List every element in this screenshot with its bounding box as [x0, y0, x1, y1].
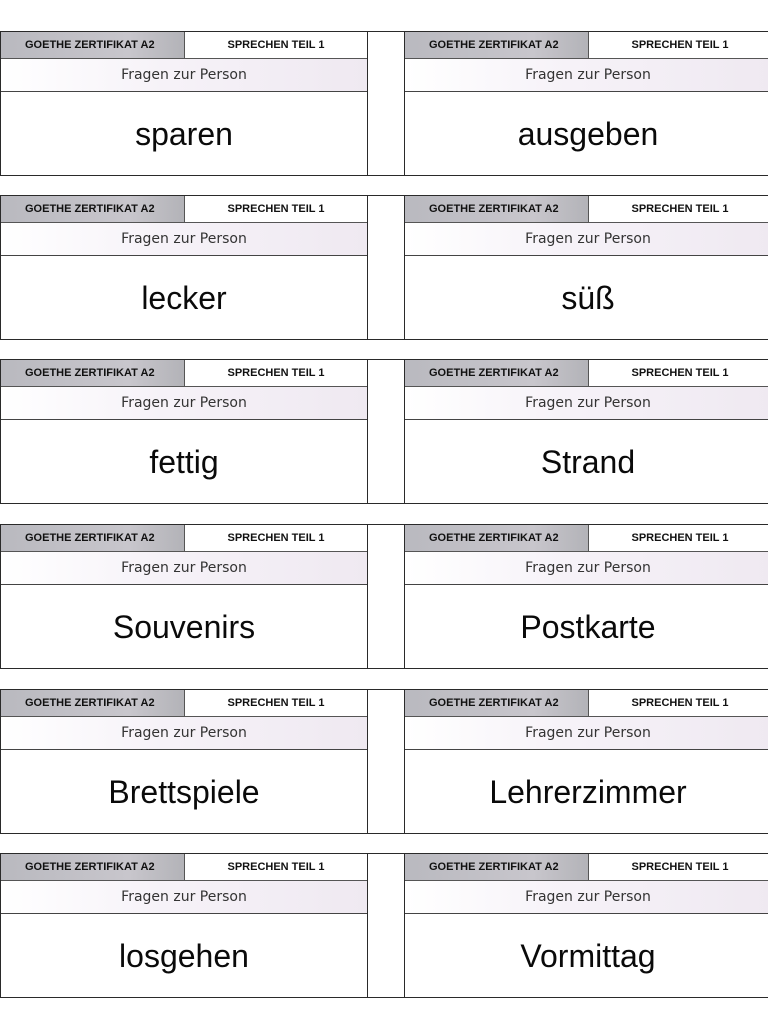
- part-label: SPRECHEN TEIL 1: [227, 203, 325, 215]
- word-card: [404, 359, 768, 504]
- card-word: lecker: [141, 280, 227, 316]
- topic-label: Fragen zur Person: [1, 717, 367, 750]
- part-label: SPRECHEN TEIL 1: [227, 39, 325, 51]
- topic-label: Fragen zur Person: [1, 387, 367, 420]
- topic-label: Fragen zur Person: [405, 717, 768, 750]
- card-word: losgehen: [119, 938, 249, 974]
- card-header: [1, 32, 367, 59]
- card-header: [405, 690, 768, 717]
- topic-label: Fragen zur Person: [405, 881, 768, 914]
- topic-label: Fragen zur Person: [405, 387, 768, 420]
- exam-label: GOETHE ZERTIFIKAT A2: [1, 360, 185, 386]
- card-word: Souvenirs: [112, 609, 256, 645]
- part-label: SPRECHEN TEIL 1: [631, 39, 729, 51]
- word-card: [0, 195, 368, 340]
- exam-label: GOETHE ZERTIFIKAT A2: [405, 32, 589, 58]
- card-gap: [368, 524, 404, 669]
- topic-label: Fragen zur Person: [405, 223, 768, 256]
- card-gap: [368, 853, 404, 998]
- card-header: [405, 360, 768, 387]
- card-header: [1, 360, 367, 387]
- card-word: ausgeben: [517, 116, 659, 152]
- card-header: [1, 690, 367, 717]
- card-word: Postkarte: [520, 609, 656, 645]
- part-label: SPRECHEN TEIL 1: [631, 697, 729, 709]
- card-header: [405, 32, 768, 59]
- part-label: SPRECHEN TEIL 1: [227, 367, 325, 379]
- exam-label: GOETHE ZERTIFIKAT A2: [1, 525, 185, 551]
- word-card: [404, 853, 768, 998]
- card-header: [405, 525, 768, 552]
- card-gap: [368, 689, 404, 834]
- topic-label: Fragen zur Person: [405, 59, 768, 92]
- card-word: sparen: [135, 116, 233, 152]
- topic-label: Fragen zur Person: [1, 223, 367, 256]
- word-card: [404, 195, 768, 340]
- topic-label: Fragen zur Person: [1, 59, 367, 92]
- word-card: [0, 689, 368, 834]
- card-gap: [368, 31, 404, 176]
- word-card: [0, 853, 368, 998]
- exam-label: GOETHE ZERTIFIKAT A2: [1, 854, 185, 880]
- part-label: SPRECHEN TEIL 1: [631, 861, 729, 873]
- part-label: SPRECHEN TEIL 1: [227, 697, 325, 709]
- card-word: fettig: [149, 444, 219, 480]
- card-header: [1, 196, 367, 223]
- exam-label: GOETHE ZERTIFIKAT A2: [1, 32, 185, 58]
- word-card: [404, 689, 768, 834]
- topic-label: Fragen zur Person: [1, 881, 367, 914]
- card-header: [405, 854, 768, 881]
- card-word: Vormittag: [520, 938, 656, 974]
- card-word: Strand: [540, 444, 636, 480]
- card-header: [1, 854, 367, 881]
- word-card: [404, 31, 768, 176]
- topic-label: Fragen zur Person: [1, 552, 367, 585]
- word-card: [0, 359, 368, 504]
- exam-label: GOETHE ZERTIFIKAT A2: [1, 690, 185, 716]
- part-label: SPRECHEN TEIL 1: [631, 367, 729, 379]
- topic-label: Fragen zur Person: [405, 552, 768, 585]
- card-header: [405, 196, 768, 223]
- card-word: süß: [561, 280, 615, 316]
- exam-label: GOETHE ZERTIFIKAT A2: [405, 525, 589, 551]
- exam-label: GOETHE ZERTIFIKAT A2: [405, 690, 589, 716]
- word-card: [404, 524, 768, 669]
- word-card: [0, 524, 368, 669]
- card-gap: [368, 195, 404, 340]
- part-label: SPRECHEN TEIL 1: [227, 532, 325, 544]
- part-label: SPRECHEN TEIL 1: [631, 203, 729, 215]
- exam-label: GOETHE ZERTIFIKAT A2: [405, 854, 589, 880]
- card-gap: [368, 359, 404, 504]
- exam-label: GOETHE ZERTIFIKAT A2: [405, 196, 589, 222]
- card-word: Lehrerzimmer: [489, 774, 687, 810]
- part-label: SPRECHEN TEIL 1: [631, 532, 729, 544]
- exam-label: GOETHE ZERTIFIKAT A2: [1, 196, 185, 222]
- exam-label: GOETHE ZERTIFIKAT A2: [405, 360, 589, 386]
- part-label: SPRECHEN TEIL 1: [227, 861, 325, 873]
- word-card: [0, 31, 368, 176]
- card-header: [1, 525, 367, 552]
- card-word: Brettspiele: [108, 774, 260, 810]
